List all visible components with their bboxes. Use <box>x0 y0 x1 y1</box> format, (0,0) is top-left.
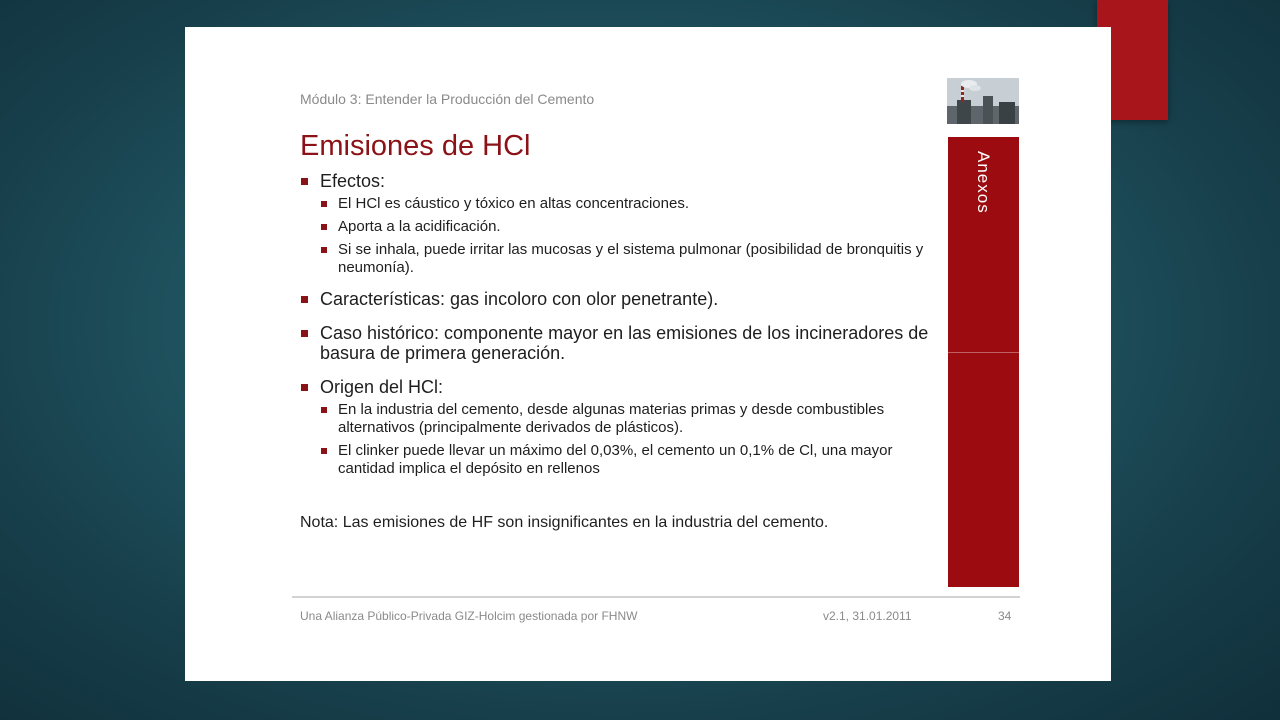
module-header: Módulo 3: Entender la Producción del Cemento <box>300 91 595 107</box>
page-number: 34 <box>998 609 1012 623</box>
bullet-efectos <box>300 171 930 277</box>
bullet-caso-historico: Caso histórico: componente mayor en las emisiones de los incineradores de basura de primera generación. <box>300 323 930 363</box>
sub-bullet: El HCl es cáustico y tóxico en altas concentraciones. <box>320 195 930 213</box>
sub-list-efectos <box>320 195 930 277</box>
footer-credit: Una Alianza Público-Privada GIZ-Holcim gestionada por FHNW <box>300 609 638 623</box>
footer-divider <box>292 596 1020 598</box>
sub-bullet: Si se inhala, puede irritar las mucosas y el sistema pulmonar (posibilidad de bronquitis y neumonía). <box>320 241 930 277</box>
slide-title: Emisiones de HCl <box>300 130 531 162</box>
sub-list-origen <box>320 401 930 478</box>
sub-bullet: En la industria del cemento, desde algunas materias primas y desde combustibles alternativos (principalmente derivados de plásticos). <box>320 401 930 437</box>
bullet-origen-label: Origen del HCl: <box>320 377 444 397</box>
bullet-origen <box>300 377 930 478</box>
side-panel-divider <box>948 352 1019 353</box>
sub-bullet: El clinker puede llevar un máximo del 0,03%, el cemento un 0,1% de Cl, una mayor cantidad implica el depósito en rellenos <box>320 442 930 478</box>
industrial-plant-photo <box>947 78 1019 124</box>
side-panel <box>948 137 1019 587</box>
footer-version: v2.1, 31.01.2011 <box>823 609 912 623</box>
side-panel-label: Anexos <box>974 151 993 214</box>
bullet-caracteristicas: Características: gas incoloro con olor penetrante). <box>300 289 930 309</box>
note-text: Nota: Las emisiones de HF son insignificantes en la industria del cemento. <box>300 514 829 531</box>
sub-bullet: Aporta a la acidificación. <box>320 218 930 236</box>
slide <box>185 27 1111 681</box>
bullet-list <box>300 171 930 483</box>
bullet-efectos-label: Efectos: <box>320 171 386 191</box>
